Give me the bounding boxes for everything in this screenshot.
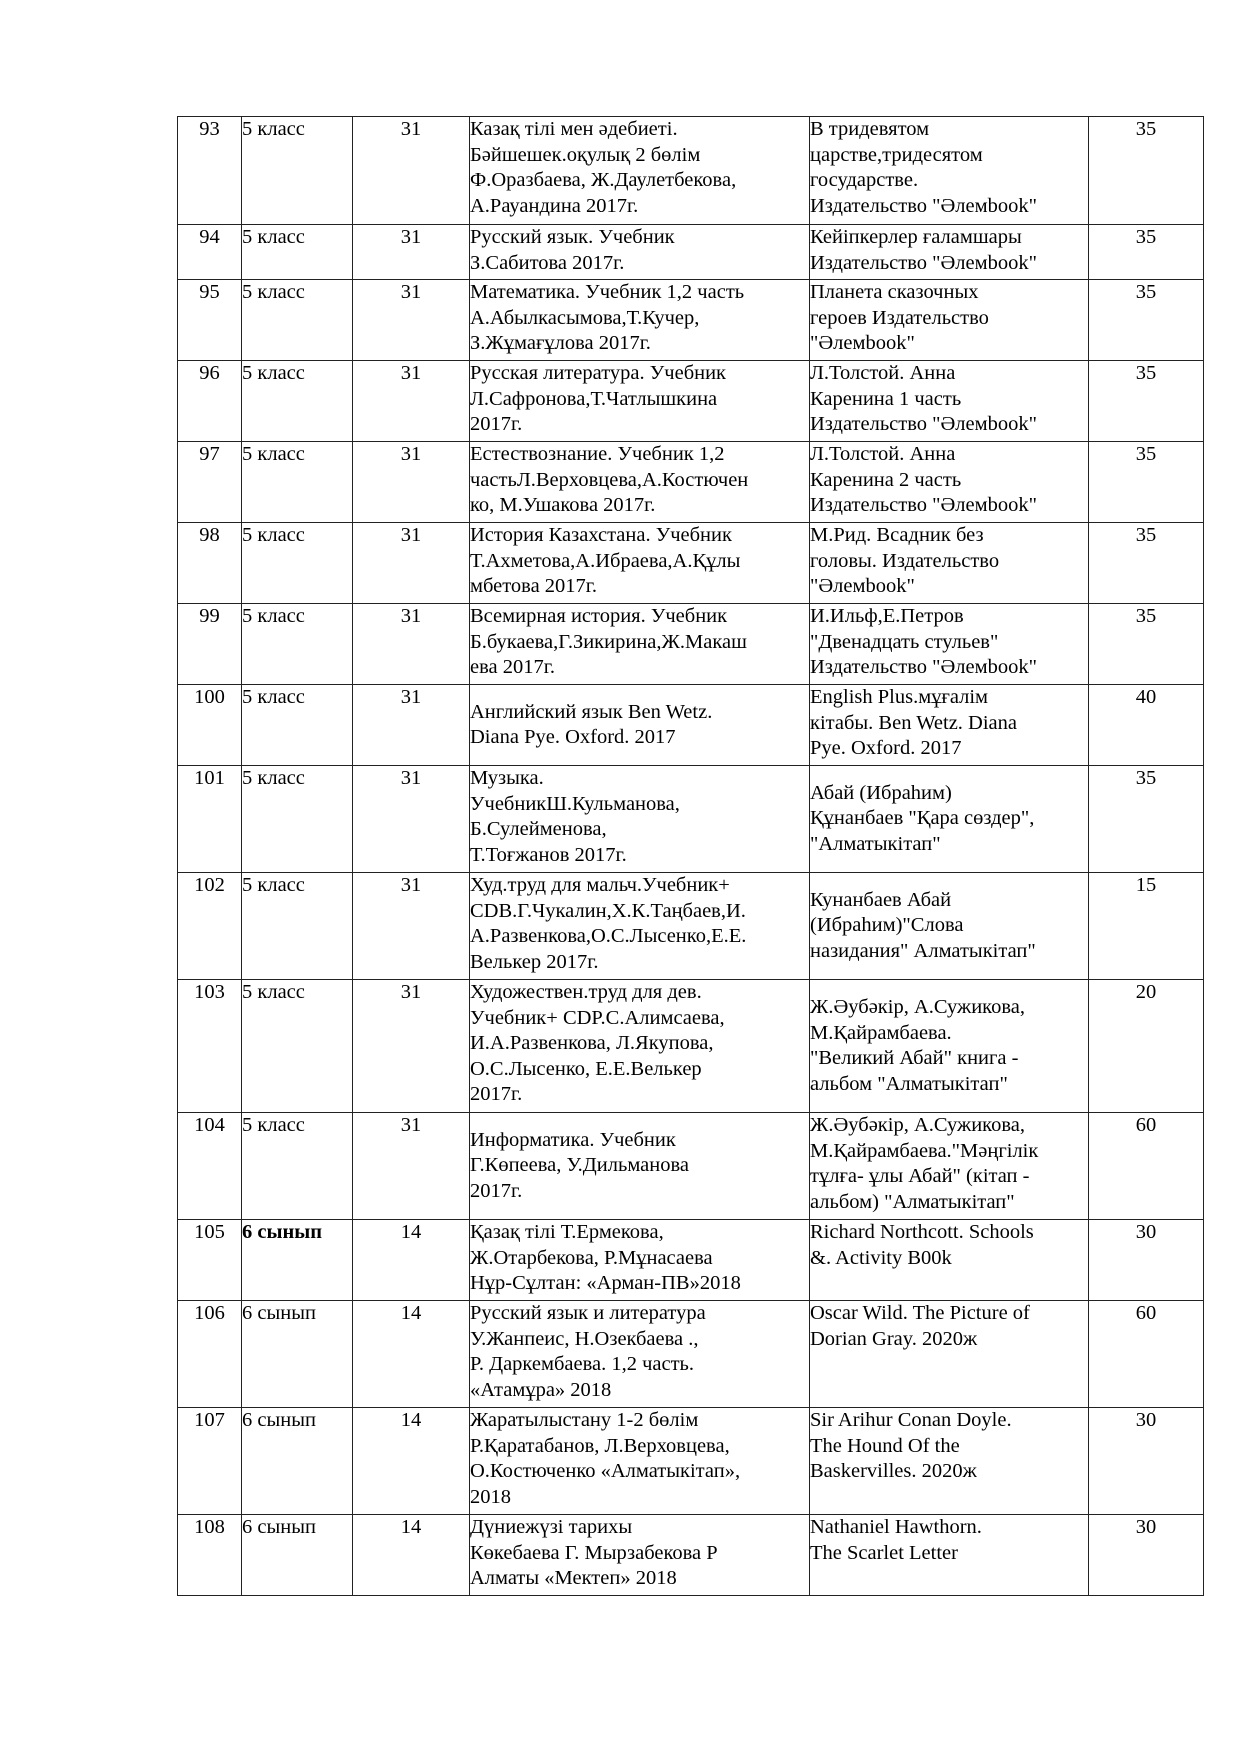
reading-book-line: царстве,тридесятом xyxy=(810,143,983,166)
hours-cell xyxy=(353,280,470,361)
row-number-cell xyxy=(178,1113,242,1220)
reading-book-line: Құнанбаев "Қара сөздер", xyxy=(810,807,1035,830)
reading-book-line: назидания" Алматыкітап" xyxy=(810,939,1036,962)
hours-cell xyxy=(353,873,470,980)
row-number-cell xyxy=(178,225,242,280)
table-row xyxy=(178,523,1204,604)
quantity-value: 30 xyxy=(1135,1221,1157,1243)
textbook-line: Музыка. xyxy=(470,767,544,789)
grade-cell xyxy=(242,873,353,980)
row-number: 101 xyxy=(194,767,225,789)
reading-book-line: (Ибраһим)"Слова xyxy=(810,914,964,937)
table-row xyxy=(178,442,1204,523)
table-row xyxy=(178,766,1204,873)
hours-value: 31 xyxy=(400,605,422,627)
row-number: 107 xyxy=(194,1409,225,1431)
table-row xyxy=(178,980,1204,1113)
textbook-line: Дүниежүзі тарихы xyxy=(470,1516,633,1538)
textbook-cell xyxy=(470,604,810,685)
grade-label: 5 класс xyxy=(242,605,305,627)
textbook-line: мбетова 2017г. xyxy=(470,575,598,597)
reading-book-cell xyxy=(810,1220,1089,1301)
textbook-line: 2017г. xyxy=(470,413,523,435)
quantity-cell xyxy=(1089,280,1204,361)
table-row xyxy=(178,604,1204,685)
textbook-line: З.Сабитова 2017г. xyxy=(470,251,625,274)
grade-cell xyxy=(242,523,353,604)
row-number: 98 xyxy=(199,524,220,546)
textbook-line: 2017г. xyxy=(470,1179,523,1202)
textbook-cell xyxy=(470,685,810,766)
quantity-value: 35 xyxy=(1135,362,1157,384)
quantity-value: 35 xyxy=(1135,281,1157,303)
grade-cell xyxy=(242,766,353,873)
textbook-line: А.Абылкасымова,Т.Кучер, xyxy=(470,306,700,329)
hours-value: 31 xyxy=(400,686,422,708)
textbook-cell xyxy=(470,980,810,1113)
reading-book-cell xyxy=(810,980,1089,1113)
grade-label: 5 класс xyxy=(242,362,305,384)
quantity-cell xyxy=(1089,1515,1204,1596)
quantity-value: 15 xyxy=(1135,874,1157,896)
hours-cell xyxy=(353,225,470,280)
textbook-line: Всемирная история. Учебник xyxy=(470,605,728,627)
table-row xyxy=(178,1113,1204,1220)
reading-book-line: Издательство "Әлемbook" xyxy=(810,413,1037,435)
reading-book-line: Ж.Әубәкір, А.Сужикова, xyxy=(810,996,1025,1018)
reading-book-cell xyxy=(810,523,1089,604)
reading-book-line: Издательство "Әлемbook" xyxy=(810,251,1037,274)
table-row xyxy=(178,1220,1204,1301)
grade-cell xyxy=(242,117,353,225)
textbook-cell xyxy=(470,1220,810,1301)
textbook-line: Информатика. Учебник xyxy=(470,1128,676,1151)
row-number-cell xyxy=(178,873,242,980)
textbook-cell xyxy=(470,225,810,280)
hours-value: 31 xyxy=(400,226,422,248)
textbook-line: УчебникШ.Кульманова, xyxy=(470,792,680,815)
hours-cell xyxy=(353,685,470,766)
textbook-line: О.Костюченко «Алматыкітап», xyxy=(470,1460,741,1482)
textbook-line: 2017г. xyxy=(470,1083,523,1105)
hours-value: 31 xyxy=(400,443,422,465)
quantity-cell xyxy=(1089,604,1204,685)
reading-book-cell xyxy=(810,685,1089,766)
quantity-value: 35 xyxy=(1135,443,1157,465)
row-number: 108 xyxy=(194,1516,225,1538)
reading-book-cell xyxy=(810,361,1089,442)
reading-book-line: Nathaniel Hawthorn. xyxy=(810,1516,982,1538)
reading-book-line: головы. Издательство xyxy=(810,549,1000,572)
quantity-value: 60 xyxy=(1135,1114,1157,1136)
hours-value: 31 xyxy=(400,1114,422,1136)
textbook-line: Қазақ тілі Т.Ермекова, xyxy=(470,1221,664,1243)
textbook-line: ко, М.Ушакова 2017г. xyxy=(470,494,656,516)
reading-book-cell xyxy=(810,1408,1089,1515)
textbook-line: «Атамұра» 2018 xyxy=(470,1378,612,1401)
row-number: 99 xyxy=(199,605,220,627)
textbook-line: Б.букаева,Г.Зикирина,Ж.Макаш xyxy=(470,630,747,653)
textbook-line: И.А.Развенкова, Л.Якупова, xyxy=(470,1032,714,1054)
hours-cell xyxy=(353,766,470,873)
quantity-value: 30 xyxy=(1135,1409,1157,1431)
table-row xyxy=(178,685,1204,766)
reading-book-line: М.Рид. Всадник без xyxy=(810,524,984,546)
hours-cell xyxy=(353,117,470,225)
reading-book-line: The Scarlet Letter xyxy=(810,1541,958,1564)
row-number-cell xyxy=(178,523,242,604)
hours-value: 31 xyxy=(400,767,422,789)
grade-cell xyxy=(242,1113,353,1220)
textbook-line: Художествен.труд для дев. xyxy=(470,981,702,1003)
row-number: 102 xyxy=(194,874,225,896)
reading-book-line: Каренина 2 часть xyxy=(810,468,962,491)
textbook-line: Г.Көпеева, У.Дильманова xyxy=(470,1154,690,1177)
reading-book-line: Кейіпкерлер ғаламшары xyxy=(810,226,1022,248)
row-number: 93 xyxy=(199,118,220,140)
textbook-line: Русский язык. Учебник xyxy=(470,226,675,248)
textbook-line: Бәйшешек.оқулық 2 бөлім xyxy=(470,143,701,166)
quantity-cell xyxy=(1089,225,1204,280)
hours-cell xyxy=(353,361,470,442)
grade-label: 5 класс xyxy=(242,874,305,896)
hours-value: 31 xyxy=(400,362,422,384)
table-row xyxy=(178,1515,1204,1596)
quantity-cell xyxy=(1089,1220,1204,1301)
quantity-cell xyxy=(1089,766,1204,873)
quantity-value: 35 xyxy=(1135,605,1157,627)
reading-book-line: В тридевятом xyxy=(810,118,930,140)
quantity-value: 60 xyxy=(1135,1302,1157,1324)
quantity-cell xyxy=(1089,117,1204,225)
textbook-line: А.Развенкова,О.С.Лысенко,Е.Е. xyxy=(470,925,747,947)
reading-book-line: "Великий Абай" книга - xyxy=(810,1047,1019,1069)
textbook-line: Русская литература. Учебник xyxy=(470,362,727,384)
reading-book-line: "Алматыкітап" xyxy=(810,832,941,855)
textbook-line: Нұр-Сұлтан: «Арман-ПВ»2018 xyxy=(470,1272,741,1294)
reading-book-line: М.Қайрамбаева. xyxy=(810,1021,952,1044)
quantity-value: 35 xyxy=(1135,226,1157,248)
quantity-cell xyxy=(1089,873,1204,980)
row-number: 106 xyxy=(194,1302,225,1324)
reading-book-line: "Әлемbook" xyxy=(810,332,915,354)
reading-book-line: альбом "Алматыкітап" xyxy=(810,1072,1008,1095)
grade-cell xyxy=(242,442,353,523)
reading-book-line: Л.Толстой. Анна xyxy=(810,362,956,384)
reading-book-line: государстве. xyxy=(810,169,919,191)
textbook-line: Т.Ахметова,А.Ибраева,А.Құлы xyxy=(470,549,741,572)
reading-book-line: "Двенадцать стульев" xyxy=(810,630,999,653)
table-row xyxy=(178,873,1204,980)
reading-book-cell xyxy=(810,604,1089,685)
quantity-value: 20 xyxy=(1135,981,1157,1003)
textbook-line: О.С.Лысенко, Е.Е.Велькер xyxy=(470,1057,702,1080)
quantity-value: 35 xyxy=(1135,118,1157,140)
hours-value: 14 xyxy=(400,1221,422,1243)
reading-book-line: Издательство "Әлемbook" xyxy=(810,494,1037,516)
reading-book-line: кітабы. Ben Wetz. Diana xyxy=(810,711,1017,734)
textbook-cell xyxy=(470,766,810,873)
reading-book-cell xyxy=(810,1113,1089,1220)
hours-value: 31 xyxy=(400,281,422,303)
grade-cell xyxy=(242,225,353,280)
table-row xyxy=(178,117,1204,225)
textbook-line: Ж.Отарбекова, Р.Мұнасаева xyxy=(470,1246,713,1269)
grade-label: 5 класс xyxy=(242,524,305,546)
textbook-line: Математика. Учебник 1,2 часть xyxy=(470,281,745,303)
textbook-cell xyxy=(470,361,810,442)
quantity-cell xyxy=(1089,361,1204,442)
reading-book-line: "Әлемbook" xyxy=(810,575,915,597)
textbook-line: Алматы «Мектеп» 2018 xyxy=(470,1567,677,1589)
textbook-cell xyxy=(470,1301,810,1408)
reading-book-line: Ж.Әубәкір, А.Сужикова, xyxy=(810,1114,1025,1136)
textbook-line: Жаратылыстану 1-2 бөлім xyxy=(470,1409,699,1431)
row-number-cell xyxy=(178,685,242,766)
quantity-value: 40 xyxy=(1135,686,1157,708)
grade-cell xyxy=(242,1408,353,1515)
hours-cell xyxy=(353,604,470,685)
hours-value: 31 xyxy=(400,874,422,896)
textbook-cell xyxy=(470,523,810,604)
reading-book-line: Dorian Gray. 2020ж xyxy=(810,1327,978,1350)
row-number-cell xyxy=(178,1220,242,1301)
textbook-cell xyxy=(470,1515,810,1596)
row-number: 96 xyxy=(199,362,220,384)
grade-cell xyxy=(242,980,353,1113)
reading-book-line: Baskervilles. 2020ж xyxy=(810,1460,977,1482)
grade-label: 5 класс xyxy=(242,686,305,708)
textbook-line: История Казахстана. Учебник xyxy=(470,524,732,546)
reading-book-cell xyxy=(810,1515,1089,1596)
grade-cell xyxy=(242,604,353,685)
textbook-line: Р. Даркембаева. 1,2 часть. xyxy=(470,1353,695,1375)
grade-cell xyxy=(242,1220,353,1301)
row-number: 104 xyxy=(194,1114,225,1136)
textbook-line: Р.Қаратабанов, Л.Верховцева, xyxy=(470,1434,730,1457)
textbook-cell xyxy=(470,442,810,523)
textbook-line: Т.Тоғжанов 2017г. xyxy=(470,843,627,866)
textbook-line: Велькер 2017г. xyxy=(470,950,599,973)
row-number-cell xyxy=(178,1408,242,1515)
grade-label: 5 класс xyxy=(242,226,305,248)
reading-book-cell xyxy=(810,442,1089,523)
reading-book-cell xyxy=(810,225,1089,280)
textbook-line: Көкебаева Г. Мырзабекова Р xyxy=(470,1541,718,1564)
hours-value: 14 xyxy=(400,1516,422,1538)
table-row xyxy=(178,1408,1204,1515)
row-number: 105 xyxy=(194,1221,225,1243)
reading-book-line: English Plus.мұғалім xyxy=(810,686,989,708)
hours-cell xyxy=(353,523,470,604)
reading-book-line: &. Activity B00k xyxy=(810,1246,952,1269)
textbook-cell xyxy=(470,873,810,980)
grade-label: 5 класс xyxy=(242,281,305,303)
grade-label: 6 сынып xyxy=(242,1516,316,1538)
reading-book-line: альбом) "Алматыкітап" xyxy=(810,1190,1015,1213)
grade-label: 6 сынып xyxy=(242,1409,316,1431)
textbook-table xyxy=(177,116,1204,1596)
reading-book-line: Л.Толстой. Анна xyxy=(810,443,956,465)
grade-label: 5 класс xyxy=(242,118,305,140)
textbook-line: CDB.Г.Чукалин,Х.К.Таңбаев,И. xyxy=(470,899,746,922)
reading-book-line: The Hound Of the xyxy=(810,1434,960,1457)
grade-label: 6 сынып xyxy=(242,1221,323,1243)
textbook-line: 2018 xyxy=(470,1485,511,1508)
reading-book-line: Планета сказочных xyxy=(810,281,979,303)
textbook-line: Казақ тілі мен әдебиеті. xyxy=(470,118,678,140)
grade-cell xyxy=(242,361,353,442)
textbook-line: ева 2017г. xyxy=(470,656,555,678)
grade-cell xyxy=(242,280,353,361)
hours-value: 14 xyxy=(400,1409,422,1431)
textbook-cell xyxy=(470,1408,810,1515)
row-number-cell xyxy=(178,766,242,873)
grade-label: 6 сынып xyxy=(242,1302,316,1324)
textbook-cell xyxy=(470,280,810,361)
hours-cell xyxy=(353,980,470,1113)
reading-book-cell xyxy=(810,117,1089,225)
reading-book-cell xyxy=(810,766,1089,873)
quantity-cell xyxy=(1089,1301,1204,1408)
textbook-line: А.Рауандина 2017г. xyxy=(470,194,639,217)
quantity-cell xyxy=(1089,980,1204,1113)
hours-value: 31 xyxy=(400,118,422,140)
quantity-cell xyxy=(1089,685,1204,766)
textbook-line: Учебник+ CDP.С.Алимсаева, xyxy=(470,1006,725,1029)
reading-book-line: Richard Northcott. Schools xyxy=(810,1221,1034,1243)
reading-book-line: Издательство "Әлемbook" xyxy=(810,656,1037,678)
hours-cell xyxy=(353,442,470,523)
textbook-line: Ф.Оразбаева, Ж.Даулетбекова, xyxy=(470,169,737,191)
reading-book-line: Абай (Ибраһим) xyxy=(810,781,952,804)
row-number-cell xyxy=(178,1301,242,1408)
reading-book-line: тұлға- ұлы Абай" (кітап - xyxy=(810,1165,1030,1187)
table-row xyxy=(178,280,1204,361)
reading-book-line: М.Қайрамбаева."Мәңгілік xyxy=(810,1139,1039,1162)
quantity-value: 35 xyxy=(1135,524,1157,546)
reading-book-line: Кунанбаев Абай xyxy=(810,888,952,911)
hours-cell xyxy=(353,1113,470,1220)
hours-cell xyxy=(353,1408,470,1515)
grade-label: 5 класс xyxy=(242,767,305,789)
grade-label: 5 класс xyxy=(242,443,305,465)
row-number-cell xyxy=(178,980,242,1113)
textbook-line: Л.Сафронова,Т.Чатлышкина xyxy=(470,387,718,410)
hours-value: 31 xyxy=(400,524,422,546)
textbook-cell xyxy=(470,117,810,225)
quantity-cell xyxy=(1089,1408,1204,1515)
hours-cell xyxy=(353,1301,470,1408)
hours-cell xyxy=(353,1515,470,1596)
grade-cell xyxy=(242,1301,353,1408)
row-number-cell xyxy=(178,604,242,685)
hours-value: 14 xyxy=(400,1302,422,1324)
reading-book-line: Каренина 1 часть xyxy=(810,387,962,410)
textbook-line: частьЛ.Верховцева,А.Костючен xyxy=(470,468,749,491)
textbook-line: Русский язык и литература xyxy=(470,1302,706,1324)
grade-cell xyxy=(242,685,353,766)
row-number: 95 xyxy=(199,281,220,303)
row-number-cell xyxy=(178,280,242,361)
quantity-cell xyxy=(1089,523,1204,604)
reading-book-line: Издательство "Әлемbook" xyxy=(810,194,1037,217)
reading-book-cell xyxy=(810,1301,1089,1408)
reading-book-line: героев Издательство xyxy=(810,306,989,329)
table-row xyxy=(178,225,1204,280)
quantity-value: 35 xyxy=(1135,767,1157,789)
textbook-line: Б.Сулейменова, xyxy=(470,818,607,840)
grade-label: 5 класс xyxy=(242,981,305,1003)
table-row xyxy=(178,361,1204,442)
row-number: 94 xyxy=(199,226,220,248)
textbook-line: З.Жұмағұлова 2017г. xyxy=(470,332,651,354)
reading-book-cell xyxy=(810,280,1089,361)
hours-value: 31 xyxy=(400,981,422,1003)
table-row xyxy=(178,1301,1204,1408)
reading-book-line: И.Ильф,Е.Петров xyxy=(810,605,964,627)
textbook-line: Естествознание. Учебник 1,2 xyxy=(470,443,725,465)
quantity-cell xyxy=(1089,1113,1204,1220)
row-number-cell xyxy=(178,1515,242,1596)
row-number-cell xyxy=(178,361,242,442)
row-number: 97 xyxy=(199,443,220,465)
row-number-cell xyxy=(178,117,242,225)
reading-book-line: Oscar Wild. The Picture of xyxy=(810,1302,1030,1324)
quantity-cell xyxy=(1089,442,1204,523)
grade-label: 5 класс xyxy=(242,1114,305,1136)
hours-cell xyxy=(353,1220,470,1301)
textbook-line: У.Жанпеис, Н.Озекбаева ., xyxy=(470,1327,699,1350)
textbook-line: Английский язык Ben Wetz. xyxy=(470,700,713,723)
textbook-cell xyxy=(470,1113,810,1220)
textbook-line: Diana Pye. Oxford. 2017 xyxy=(470,726,676,748)
reading-book-line: Pye. Oxford. 2017 xyxy=(810,737,962,759)
row-number: 103 xyxy=(194,981,225,1003)
reading-book-line: Sir Arihur Conan Doyle. xyxy=(810,1409,1012,1431)
grade-cell xyxy=(242,1515,353,1596)
textbook-line: Худ.труд для мальч.Учебник+ xyxy=(470,874,730,896)
reading-book-cell xyxy=(810,873,1089,980)
row-number-cell xyxy=(178,442,242,523)
quantity-value: 30 xyxy=(1135,1516,1157,1538)
row-number: 100 xyxy=(194,686,225,708)
